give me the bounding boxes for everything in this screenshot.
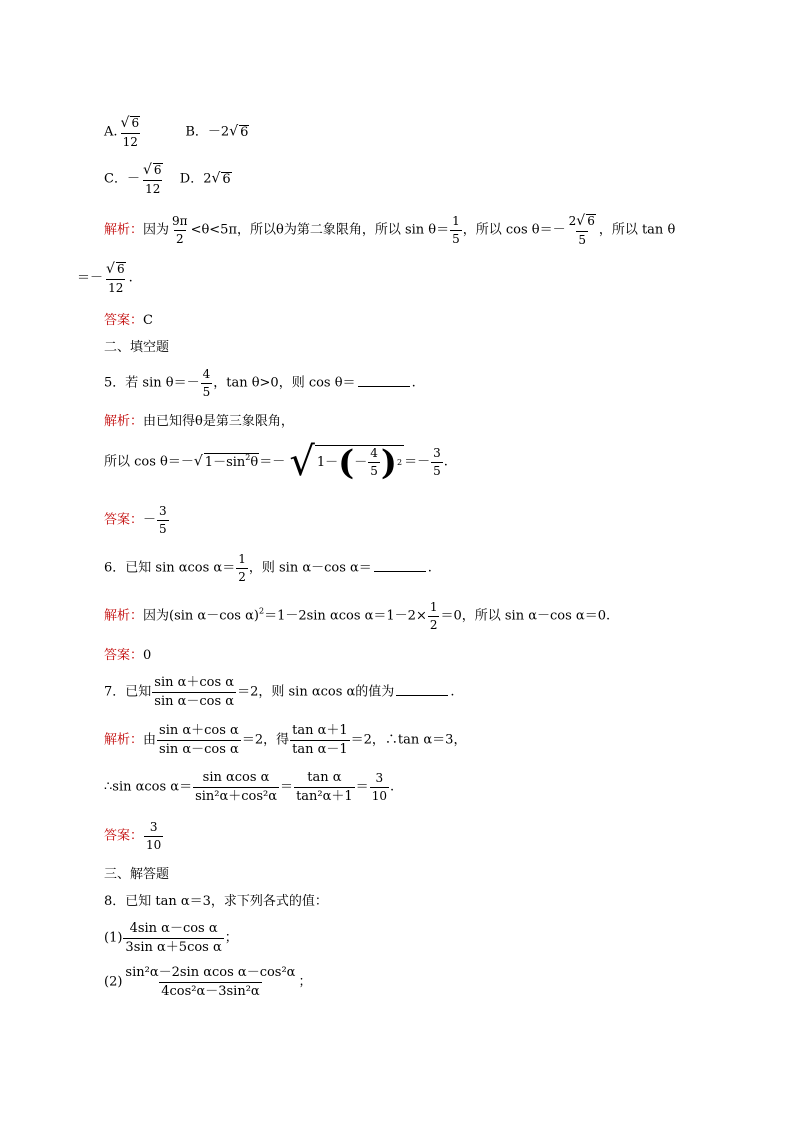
q6-stem: 6．已知 sin αcos α＝ $\frac{1}{2}$ ，则 sin α－cos α＝ . <box>104 552 432 584</box>
q7-stem: 7．已知 $\frac{\text{sin α＋cos α}}{\text{sin α－cos α}}$ ＝2，则 sin αcos α的值为 . <box>104 675 455 709</box>
answer-label: 答案： <box>104 313 144 328</box>
analysis-label: 解析： <box>104 222 144 238</box>
option-a-label: A. <box>104 124 118 140</box>
option-b-label: B．－2 <box>185 124 230 140</box>
q8-part1: (1) $\frac{\text{4sin α－cos α}}{\text{3sin α＋5cos α}}$ ； <box>104 921 238 955</box>
fraction: $\frac{1}{5}$ <box>452 214 460 246</box>
q8-stem: 8．已知 tan α＝3，求下列各式的值： <box>104 894 328 909</box>
answer-blank <box>358 375 410 387</box>
q7-analysis-line1: 解析：由 $\frac{\text{sin α＋cos α}}{\text{sin α－cos α}}$ ＝2，得 $\frac{\text{tan α＋1}}{\text{tan α－1}}$ ＝2，∴tan α＝3， <box>104 723 467 757</box>
answer-label: 答案： <box>104 828 144 844</box>
fraction: $\frac{3}{5}$ <box>433 445 441 478</box>
fraction: $\frac{1}{2}$ <box>238 552 246 584</box>
option-c-fraction: $\frac{√ 6}{12}$ <box>142 162 162 196</box>
q5-stem: 5．若 sin θ＝－ $\frac{4}{5}$ ，tan θ>0，则 cos θ＝ . <box>104 367 416 399</box>
section-title-fill-blank: 二、填空题 <box>104 340 170 355</box>
analysis-label: 解析： <box>104 732 144 748</box>
fraction: $\frac{1}{2}$ <box>429 600 438 632</box>
fraction: $\frac{√ 6}{12}$ <box>106 261 125 295</box>
answer-blank <box>396 684 448 696</box>
fraction: $\frac{\text{4sin α－cos α}}{\text{3sin α＋5cos α}}$ <box>125 921 222 955</box>
fraction: $\frac{2√ 6}{5}$ <box>568 213 595 247</box>
answer-label: 答案： <box>104 648 144 663</box>
fraction: $\frac{3}{10}$ <box>371 771 387 803</box>
q5-analysis-line2: 所以 cos θ＝－√ $1-\sin^2\theta=-$ √ 1－ ( － $\frac{4}{5}$ ) 2 ＝－ $\frac{3}{5}$ . <box>104 439 448 485</box>
q4-analysis-line2: ＝－ $\frac{√ 6}{12}$ . <box>77 261 133 295</box>
analysis-label: 解析： <box>104 608 144 624</box>
q6-answer: 答案：0 <box>104 648 152 663</box>
q5-analysis-line1: 解析：由已知得θ是第三象限角， <box>104 414 294 429</box>
fraction: $\frac{\text{tan α}}{\text{tan²α＋1}}$ <box>296 770 353 804</box>
q6-analysis: 解析：因为(sin α－cos α)$^2$＝1－2sin αcos α＝1－2× $\frac{1}{2}$ ＝0，所以 sin α－cos α＝0. <box>104 600 611 632</box>
options-row-ab: A. $\frac{√ 6}{12}$ B．－2√ 6 <box>104 115 249 149</box>
fraction: $\frac{3}{10}$ <box>146 820 162 852</box>
option-c-label: C．－ <box>104 171 140 187</box>
fraction: $\frac{\text{tan α＋1}}{\text{tan α－1}}$ <box>292 723 348 757</box>
analysis-label: 解析： <box>104 414 144 429</box>
option-b-radicand: 6 <box>240 124 249 140</box>
answer-blank <box>374 560 426 572</box>
q8-part2: (2) $\frac{\text{sin²α－2sin αcos α－cos²α}}{\text{4cos²α－3sin²α}}$ ； <box>104 965 312 999</box>
fraction: $\frac{4}{5}$ <box>202 367 211 399</box>
fraction: $\frac{\text{sin α＋cos α}}{\text{sin α－cos α}}$ <box>154 675 235 709</box>
fraction: $\frac{\text{sin αcos α}}{\text{sin²α＋cos²α}}$ <box>195 770 278 804</box>
q4-answer: 答案：C <box>104 313 153 328</box>
q5-answer: 答案：－ $\frac{3}{5}$ <box>104 504 167 536</box>
option-d-radicand: 6 <box>222 171 231 187</box>
radical-expression: √ 1－ ( － $\frac{4}{5}$ ) 2 <box>289 439 403 485</box>
q7-answer <box>104 821 164 851</box>
option-a-fraction: $\frac{√ 6}{12}$ <box>120 115 140 149</box>
fraction: $\frac{\text{sin²α－2sin αcos α－cos²α}}{\text{4cos²α－3sin²α}}$ <box>125 965 296 999</box>
fraction: $\frac{\text{sin α＋cos α}}{\text{sin α－cos α}}$ <box>159 723 239 757</box>
section-title-answer: 三、解答题 <box>104 867 170 882</box>
answer-label: 答案： <box>104 512 144 528</box>
options-row-cd: C．－ $\frac{√ 6}{12}$ D．2√ 6 <box>104 162 231 196</box>
fraction: $\frac{3}{5}$ <box>159 504 167 536</box>
fraction: $\frac{9\pi}{2}$ <box>172 214 188 246</box>
option-d-label: D．2 <box>179 171 212 187</box>
q4-analysis-line1: 解析：因为 $\frac{9\pi}{2}$ <θ<5π，所以θ为第二象限角，所以 sin θ＝ $\frac{1}{5}$ ，所以 cos θ＝－ $\frac{2√ 6}{5}$ ，所以 tan θ <box>104 213 676 247</box>
q7-analysis-line2: ∴sin αcos α＝ $\frac{\text{sin αcos α}}{\text{sin²α＋cos²α}}$ ＝ $\frac{\text{tan α}}{\text{tan²α＋1}}$ ＝ $\frac{3}{10}$ . <box>104 770 395 804</box>
